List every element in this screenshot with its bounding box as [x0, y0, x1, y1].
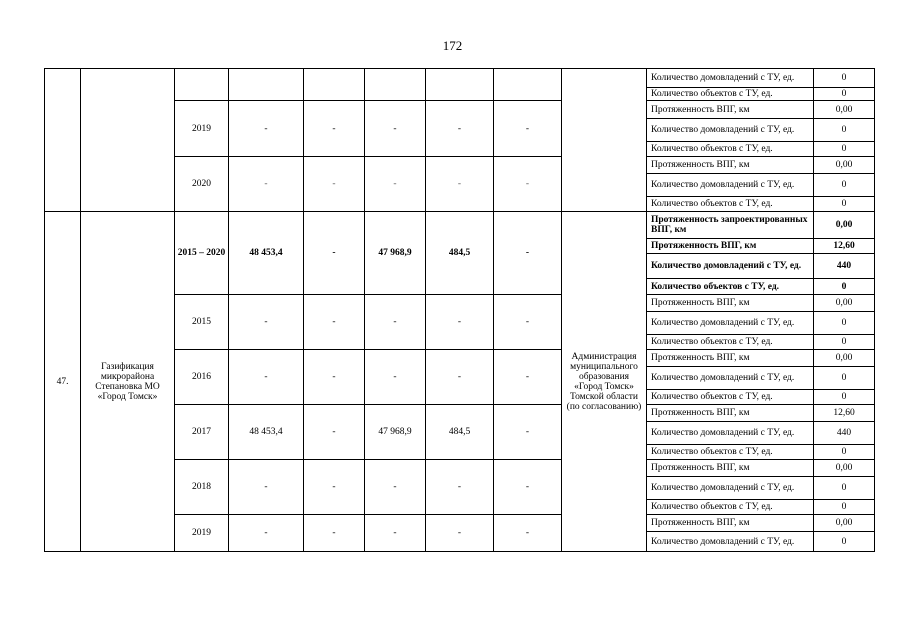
- year-cell: 2016: [175, 350, 229, 405]
- regional-budget-cell: -: [365, 157, 426, 212]
- indicator-label: Протяженность ВПГ, км: [647, 295, 814, 312]
- indicator-value: 0: [814, 312, 875, 335]
- extra-budget-cell: -: [494, 350, 562, 405]
- indicator-label: Количество домовладений с ТУ, ед.: [647, 367, 814, 390]
- federal-budget-cell: [304, 69, 365, 101]
- indicator-value: 0: [814, 174, 875, 197]
- indicator-label: Протяженность ВПГ, км: [647, 405, 814, 422]
- total-funding-cell: -: [229, 157, 304, 212]
- federal-budget-cell: -: [304, 350, 365, 405]
- extra-budget-cell: -: [494, 460, 562, 515]
- federal-budget-cell: -: [304, 157, 365, 212]
- extra-budget-cell: -: [494, 212, 562, 295]
- indicator-value: 12,60: [814, 239, 875, 254]
- year-cell: 2019: [175, 515, 229, 552]
- federal-budget-cell: -: [304, 405, 365, 460]
- indicator-value: 440: [814, 254, 875, 279]
- indicator-label: Количество домовладений с ТУ, ед.: [647, 532, 814, 552]
- indicator-value: 0: [814, 367, 875, 390]
- indicator-label: Количество объектов с ТУ, ед.: [647, 142, 814, 157]
- indicator-label: Количество домовладений с ТУ, ед.: [647, 174, 814, 197]
- federal-budget-cell: -: [304, 212, 365, 295]
- indicator-value: 0: [814, 197, 875, 212]
- local-budget-cell: -: [426, 515, 494, 552]
- indicator-value: 0: [814, 69, 875, 88]
- local-budget-cell: -: [426, 157, 494, 212]
- regional-budget-cell: [365, 69, 426, 101]
- indicator-label: Количество объектов с ТУ, ед.: [647, 279, 814, 295]
- indicator-value: 0: [814, 532, 875, 552]
- indicator-value: 0,00: [814, 460, 875, 477]
- executor-cell: Администрация муниципального образования «Город Томск» Томской области (по согласованию): [562, 212, 647, 552]
- indicator-label: Количество объектов с ТУ, ед.: [647, 88, 814, 101]
- indicator-label: Количество домовладений с ТУ, ед.: [647, 254, 814, 279]
- total-funding-cell: -: [229, 101, 304, 157]
- indicator-value: 0: [814, 500, 875, 515]
- indicator-label: Количество объектов с ТУ, ед.: [647, 335, 814, 350]
- total-funding-cell: -: [229, 460, 304, 515]
- regional-budget-cell: -: [365, 350, 426, 405]
- item-number-cell: [45, 69, 81, 212]
- executor-cell: [562, 69, 647, 212]
- table-row: [45, 212, 875, 239]
- indicator-value: 0: [814, 279, 875, 295]
- indicator-value: 0,00: [814, 101, 875, 119]
- page-number: 172: [442, 38, 463, 53]
- indicator-value: 0,00: [814, 295, 875, 312]
- local-budget-cell: 484,5: [426, 405, 494, 460]
- local-budget-cell: [426, 69, 494, 101]
- total-funding-cell: -: [229, 515, 304, 552]
- regional-budget-cell: -: [365, 101, 426, 157]
- indicator-label: Количество домовладений с ТУ, ед.: [647, 422, 814, 445]
- indicator-value: 0: [814, 119, 875, 142]
- indicator-label: Количество домовладений с ТУ, ед.: [647, 119, 814, 142]
- extra-budget-cell: -: [494, 157, 562, 212]
- indicator-value: 0: [814, 445, 875, 460]
- indicator-label: Протяженность ВПГ, км: [647, 157, 814, 174]
- total-funding-cell: -: [229, 350, 304, 405]
- total-funding-cell: 48 453,4: [229, 405, 304, 460]
- indicator-label: Количество объектов с ТУ, ед.: [647, 445, 814, 460]
- federal-budget-cell: -: [304, 101, 365, 157]
- regional-budget-cell: -: [365, 295, 426, 350]
- indicator-label: Количество домовладений с ТУ, ед.: [647, 312, 814, 335]
- program-table: [44, 68, 875, 552]
- indicator-value: 0,00: [814, 515, 875, 532]
- indicator-label: Протяженность ВПГ, км: [647, 350, 814, 367]
- local-budget-cell: -: [426, 101, 494, 157]
- indicator-label: Количество домовладений с ТУ, ед.: [647, 69, 814, 88]
- year-cell: 2018: [175, 460, 229, 515]
- indicator-label: Протяженность запроектированных ВПГ, км: [647, 212, 814, 239]
- total-funding-cell: -: [229, 295, 304, 350]
- indicator-label: Протяженность ВПГ, км: [647, 101, 814, 119]
- indicator-value: 0,00: [814, 212, 875, 239]
- indicator-label: Протяженность ВПГ, км: [647, 460, 814, 477]
- item-name-cell: Газификация микрорайона Степановка МО «Город Томск»: [81, 212, 175, 552]
- indicator-value: 12,60: [814, 405, 875, 422]
- indicator-value: 0: [814, 335, 875, 350]
- indicator-value: 0: [814, 477, 875, 500]
- year-cell: 2017: [175, 405, 229, 460]
- item-name-cell: [81, 69, 175, 212]
- indicator-label: Протяженность ВПГ, км: [647, 239, 814, 254]
- regional-budget-cell: -: [365, 515, 426, 552]
- total-funding-cell: 48 453,4: [229, 212, 304, 295]
- indicator-label: Протяженность ВПГ, км: [647, 515, 814, 532]
- regional-budget-cell: -: [365, 460, 426, 515]
- extra-budget-cell: [494, 69, 562, 101]
- year-cell: 2019: [175, 101, 229, 157]
- year-cell: 2015: [175, 295, 229, 350]
- local-budget-cell: 484,5: [426, 212, 494, 295]
- indicator-label: Количество объектов с ТУ, ед.: [647, 500, 814, 515]
- indicator-value: 0: [814, 390, 875, 405]
- year-cell: 2015 – 2020: [175, 212, 229, 295]
- local-budget-cell: -: [426, 460, 494, 515]
- indicator-label: Количество объектов с ТУ, ед.: [647, 197, 814, 212]
- local-budget-cell: -: [426, 350, 494, 405]
- year-cell: [175, 69, 229, 101]
- regional-budget-cell: 47 968,9: [365, 212, 426, 295]
- federal-budget-cell: -: [304, 460, 365, 515]
- federal-budget-cell: -: [304, 515, 365, 552]
- indicator-label: Количество объектов с ТУ, ед.: [647, 390, 814, 405]
- regional-budget-cell: 47 968,9: [365, 405, 426, 460]
- indicator-value: 0: [814, 88, 875, 101]
- table-row: [45, 69, 875, 88]
- extra-budget-cell: -: [494, 405, 562, 460]
- extra-budget-cell: -: [494, 101, 562, 157]
- indicator-value: 440: [814, 422, 875, 445]
- total-funding-cell: [229, 69, 304, 101]
- extra-budget-cell: -: [494, 295, 562, 350]
- indicator-value: 0: [814, 142, 875, 157]
- indicator-value: 0,00: [814, 157, 875, 174]
- local-budget-cell: -: [426, 295, 494, 350]
- indicator-label: Количество домовладений с ТУ, ед.: [647, 477, 814, 500]
- federal-budget-cell: -: [304, 295, 365, 350]
- year-cell: 2020: [175, 157, 229, 212]
- extra-budget-cell: -: [494, 515, 562, 552]
- indicator-value: 0,00: [814, 350, 875, 367]
- item-number-cell: 47.: [45, 212, 81, 552]
